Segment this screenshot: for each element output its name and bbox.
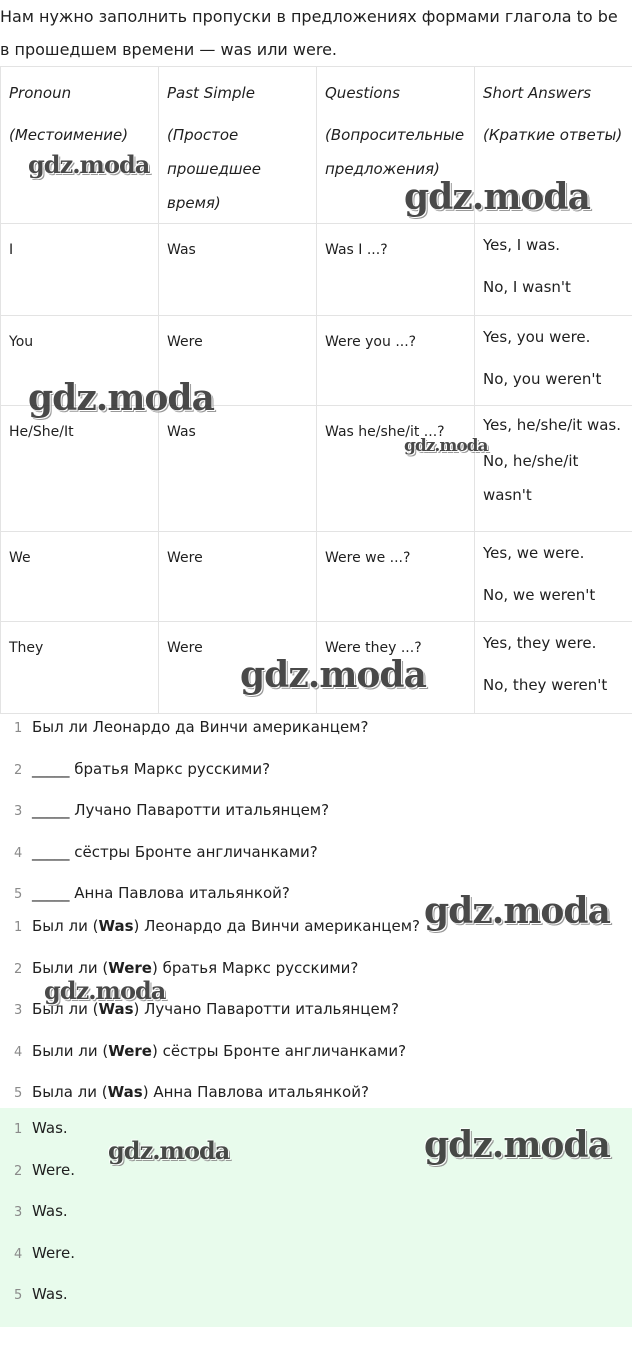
table-row <box>1 224 632 316</box>
answer-no: No, I wasn't <box>483 278 571 296</box>
list-item: 3 _____ Лучано Паваротти итальянцем? <box>14 801 330 819</box>
watermark: gdz.moda <box>404 436 488 456</box>
answer-no: No, you weren't <box>483 370 602 388</box>
list-item: 3 Был ли (Was) Лучано Паваротти итальянцем? <box>14 1000 399 1018</box>
list-item: 5 _____ Анна Павлова итальянкой? <box>14 884 290 902</box>
answer-yes: Yes, I was. <box>483 236 560 254</box>
cell-pronoun: They <box>1 622 159 714</box>
answer-yes: Yes, he/she/it was. <box>483 416 622 434</box>
cell-short-answer <box>475 532 632 622</box>
list-item: 4 _____ сёстры Бронте англичанками? <box>14 842 318 861</box>
list-item: 4 Были ли (Were) сёстры Бронте англичанками? <box>14 1041 407 1060</box>
cell-pronoun: You <box>1 316 159 406</box>
header-pronoun: Pronoun (Местоимение) <box>1 67 159 224</box>
cell-pronoun: I <box>1 224 159 316</box>
answer-no: No, we weren't <box>483 586 596 604</box>
cell-question: Were you ...? <box>317 316 475 406</box>
list-item: 1 Был ли (Was) Леонардо да Винчи американцем? <box>14 917 420 935</box>
cell-pronoun: He/She/It <box>1 406 159 532</box>
answer-yes: Yes, you were. <box>483 328 591 346</box>
table-row <box>1 406 632 532</box>
cell-short-answer <box>475 406 632 532</box>
cell-past: Were <box>159 316 317 406</box>
intro-text: Нам нужно заполнить пропуски в предложениях формами глагола to be в прошедшем времени — was или were. <box>0 7 618 59</box>
header-questions: Questions (Вопросительные предложения) <box>317 67 475 224</box>
list-item: 4 Were. <box>14 1243 76 1262</box>
answer-yes: Yes, they were. <box>483 634 597 652</box>
cell-past: Were <box>159 532 317 622</box>
cell-question: Was he/she/it ...? <box>317 406 475 532</box>
watermark: gdz.moda <box>28 150 150 179</box>
cell-pronoun: We <box>1 532 159 622</box>
cell-past: Was <box>159 224 317 316</box>
watermark: gdz.moda <box>44 976 166 1005</box>
cell-short-answer <box>475 622 632 714</box>
answer-no: No, they weren't <box>483 676 608 694</box>
table-row <box>1 532 632 622</box>
list-item: 5 Was. <box>14 1285 68 1303</box>
list-item: 2 Were. <box>14 1160 76 1179</box>
list-item: 3 Was. <box>14 1202 68 1220</box>
list-item: 1 Был ли Леонардо да Винчи американцем? <box>14 718 369 736</box>
cell-question: Was I ...? <box>317 224 475 316</box>
exercise-list <box>0 707 632 915</box>
list-item: 2 Были ли (Were) братья Маркс русскими? <box>14 958 359 977</box>
cell-question: Were we ...? <box>317 532 475 622</box>
watermark: gdz.moda <box>424 890 610 932</box>
answer-no: No, he/she/it wasn't <box>483 452 579 504</box>
list-item: 2 _____ братья Маркс русскими? <box>14 759 271 778</box>
answer-yes: Yes, we were. <box>483 544 585 562</box>
header-past-simple: Past Simple (Простое прошедшее время) <box>159 67 317 224</box>
cell-question: Were they ...? <box>317 622 475 714</box>
watermark: gdz.moda <box>108 1136 230 1165</box>
watermark: gdz.moda <box>240 654 426 696</box>
filled-list <box>0 906 632 1114</box>
cell-short-answer <box>475 224 632 316</box>
cell-past: Was <box>159 406 317 532</box>
list-item: 5 Была ли (Was) Анна Павлова итальянкой? <box>14 1083 369 1101</box>
watermark: gdz.moda <box>404 176 590 218</box>
list-item: 1 Was. <box>14 1119 68 1137</box>
header-short-answers: Short Answers (Краткие ответы) <box>475 67 632 224</box>
watermark: gdz.moda <box>424 1124 610 1166</box>
cell-short-answer <box>475 316 632 406</box>
watermark: gdz.moda <box>28 377 214 419</box>
cell-past: Were <box>159 622 317 714</box>
